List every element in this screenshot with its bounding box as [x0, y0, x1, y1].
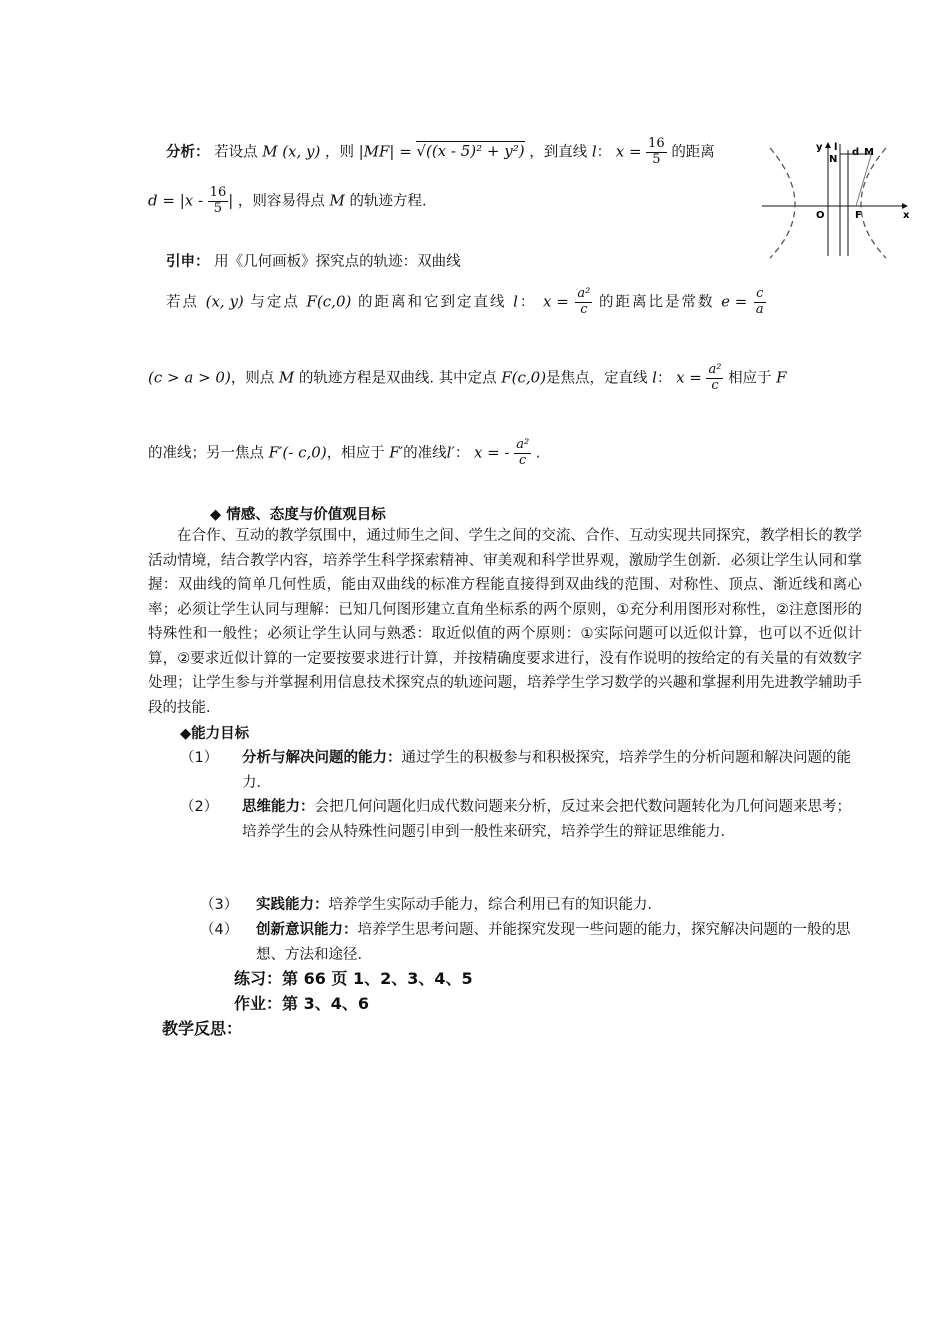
ability-item-3-title: 实践能力：	[256, 897, 329, 913]
analysis-line-2	[148, 186, 427, 217]
ability-item-3	[256, 893, 856, 918]
ext-l1c: 的距离和它到定直线	[357, 294, 507, 311]
ability-item-1-text: 通过学生的积极参与和积极探究，培养学生的分析问题和解决问题的能力．	[242, 750, 851, 791]
ext-fixed-point: F(c,0)	[306, 292, 352, 311]
extension-line-1	[166, 287, 766, 318]
ext-period: .	[535, 445, 541, 462]
ability-item-4-text: 培养学生思考问题、并能探究发现一些问题的能力，探究解决问题的一般的思想、方法和途径．	[256, 922, 851, 963]
ext-x-neg: x = -	[473, 443, 510, 462]
ext-frac-den-2: c	[711, 377, 719, 393]
analysis-text-2: ，则	[324, 144, 354, 161]
d-expression: d = |x -	[148, 191, 204, 210]
ext-l1e: 的距离比是常数	[598, 294, 715, 311]
y-axis-arrow	[825, 142, 831, 148]
extension-text: 用《几何画板》探究点的轨迹：双曲线	[214, 254, 461, 270]
ext-l2c: 是焦点，定直线	[546, 370, 648, 387]
ext-frac-c: c	[754, 287, 766, 303]
point-m: M	[262, 142, 278, 161]
ext-frac-a2c-3	[514, 438, 531, 469]
segment-mf	[856, 152, 872, 206]
ext-frac-den-3: c	[519, 452, 527, 468]
fig-label-o: O	[816, 210, 825, 221]
ext-l3a: 的准线；另一焦点	[148, 445, 264, 462]
analysis-text-4: 的距离	[671, 144, 715, 161]
ext-frac-num: a²	[577, 286, 591, 301]
attitude-heading: ◆ 情感、态度与价值观目标	[210, 507, 386, 523]
fig-label-d: d	[852, 147, 860, 158]
fig-label-f: F	[855, 210, 862, 221]
fraction-num: 16	[648, 136, 665, 151]
colon: ：	[596, 144, 612, 161]
ext-line-l: l	[513, 292, 520, 311]
ext-f-symbol: F	[776, 368, 787, 387]
ext-x-eq-2: x =	[676, 368, 702, 387]
ability-item-1	[242, 746, 864, 795]
left-branch	[770, 148, 795, 258]
fig-label-x: x	[903, 210, 910, 221]
extension-line-3	[148, 438, 540, 469]
mf-sqrt: √((x - 5)² + y²)	[416, 142, 525, 161]
abs-bar: |	[228, 191, 234, 210]
ability-item-2	[242, 795, 864, 844]
ext-frac-a2c-2	[706, 363, 723, 394]
ability-item-4-num: （4）	[200, 922, 239, 938]
ext-colon-3: ：	[454, 445, 470, 462]
ext-other-focus: F′(- c,0)	[268, 443, 327, 462]
fraction-den-b: 5	[213, 200, 223, 216]
analysis-text-1: 若设点	[214, 144, 258, 161]
homework: 作业：第 3、4、6	[234, 994, 369, 1013]
fig-label-y: y	[816, 142, 823, 153]
ext-frac-num-3: a²	[516, 437, 530, 452]
ability-item-1-num: （1）	[180, 750, 219, 766]
mf-abs: |MF| =	[358, 142, 412, 161]
fig-label-m: M	[864, 147, 874, 158]
ext-line-l-2: l	[652, 368, 657, 387]
ext-l2d: 相应于	[728, 370, 772, 387]
ability-item-3-text: 培养学生实际动手能力，综合利用已有的知识能力．	[328, 897, 662, 913]
ext-frac-a: a	[755, 301, 764, 317]
attitude-body: 在合作、互动的教学氛围中，通过师生之间、学生之间的交流、合作、互动实现共同探究，教学相长的教学活动情境，结合教学内容，培养学生科学探索精神、审美观和科学世界观，激励学生创新．必须让学生认同和掌握：双曲线的简单几何性质，能由双曲线的标准方程能直接得到双曲线的范围、对称性、顶点、渐近线和离心率；必须让学生认同与理解：已知几何图形建立直角坐标系的两个原则，①充分利用图形对称性，②注意图形的特殊性和一般性；必须让学生认同与熟悉：取近似值的两个原则：①实际问题可以近似计算，也可以不近似计算，②要求近似计算的一定要按要求进行计算，并按精确度要求进行，没有作说明的按给定的有关量的有效数字处理；让学生参与并掌握利用信息技术探究点的轨迹问题，培养学生学习数学的兴趣和掌握利用先进教学辅助手段的技能．	[148, 528, 862, 716]
ability-item-1-title: 分析与解决问题的能力：	[242, 750, 402, 766]
ext-frac-ca	[754, 287, 766, 318]
ext-l3b: ，相应于	[326, 445, 385, 462]
fraction-16-5	[646, 137, 667, 168]
reflection: 教学反思：	[162, 1019, 243, 1038]
ext-colon-2: ：	[656, 370, 672, 387]
ext-l1d: ：	[519, 294, 537, 311]
ext-l3c: 的准线	[403, 445, 447, 462]
ext-point-m-2: M	[278, 368, 295, 387]
ext-l1a: 若点	[166, 294, 199, 311]
line-l: l	[591, 142, 597, 161]
ext-frac-a2c	[575, 287, 592, 318]
fig-label-l: l	[834, 142, 838, 153]
ability-item-2-num: （2）	[180, 799, 219, 815]
ext-point-m: (x, y)	[205, 292, 244, 311]
fraction-den: 5	[652, 151, 661, 167]
ability-item-2-title: 思维能力：	[242, 799, 315, 815]
analysis-text-5: ，则容易得点	[237, 193, 325, 210]
ext-e-eq: e =	[721, 292, 748, 311]
extension-line-2	[148, 363, 787, 394]
point-m-b: M	[329, 191, 345, 210]
analysis-text-3: ，到直线	[529, 144, 588, 161]
ext-l-prime: l′	[446, 443, 455, 462]
x-equals: x =	[615, 142, 642, 161]
analysis-label: 分析：	[166, 144, 210, 161]
ext-l2a: ，则点	[230, 370, 275, 387]
ext-frac-num-2: a²	[708, 362, 722, 377]
ext-focus: F(c,0)	[501, 368, 547, 387]
extension-label: 引申：	[166, 254, 210, 270]
fig-label-n: N	[829, 154, 838, 165]
ext-condition: (c > a > 0)	[148, 368, 231, 387]
ext-f-prime: F′	[389, 443, 404, 462]
ext-l2b: 的轨迹方程是双曲线. 其中定点	[298, 370, 497, 387]
ext-frac-den: c	[580, 301, 588, 317]
extension-heading-line	[166, 250, 461, 271]
ability-item-4	[256, 918, 856, 967]
ability-heading: ◆能力目标	[180, 726, 250, 742]
ext-l1b: 与定点	[250, 294, 300, 311]
ability-item-4-title: 创新意识能力：	[256, 922, 358, 938]
point-m-coords: (x, y)	[282, 142, 321, 161]
x-axis-arrow	[902, 203, 908, 209]
fraction-16-5-b	[208, 186, 229, 217]
ability-item-2-text: 会把几何问题化归成代数问题来分析，反过来会把代数问题转化为几何问题来思考；培养学生的会从特殊性问题引申到一般性来研究，培养学生的辩证思维能力．	[242, 799, 851, 840]
analysis-text-6: 的轨迹方程.	[349, 193, 427, 210]
ext-x-eq: x =	[542, 292, 569, 311]
analysis-line-1	[166, 137, 715, 177]
fraction-num-b: 16	[209, 185, 227, 200]
hyperbola-figure	[760, 140, 920, 260]
practice: 练习：第 66 页 1、2、3、4、5	[234, 969, 473, 988]
ability-item-3-num: （3）	[200, 897, 239, 913]
right-branch	[861, 148, 886, 258]
